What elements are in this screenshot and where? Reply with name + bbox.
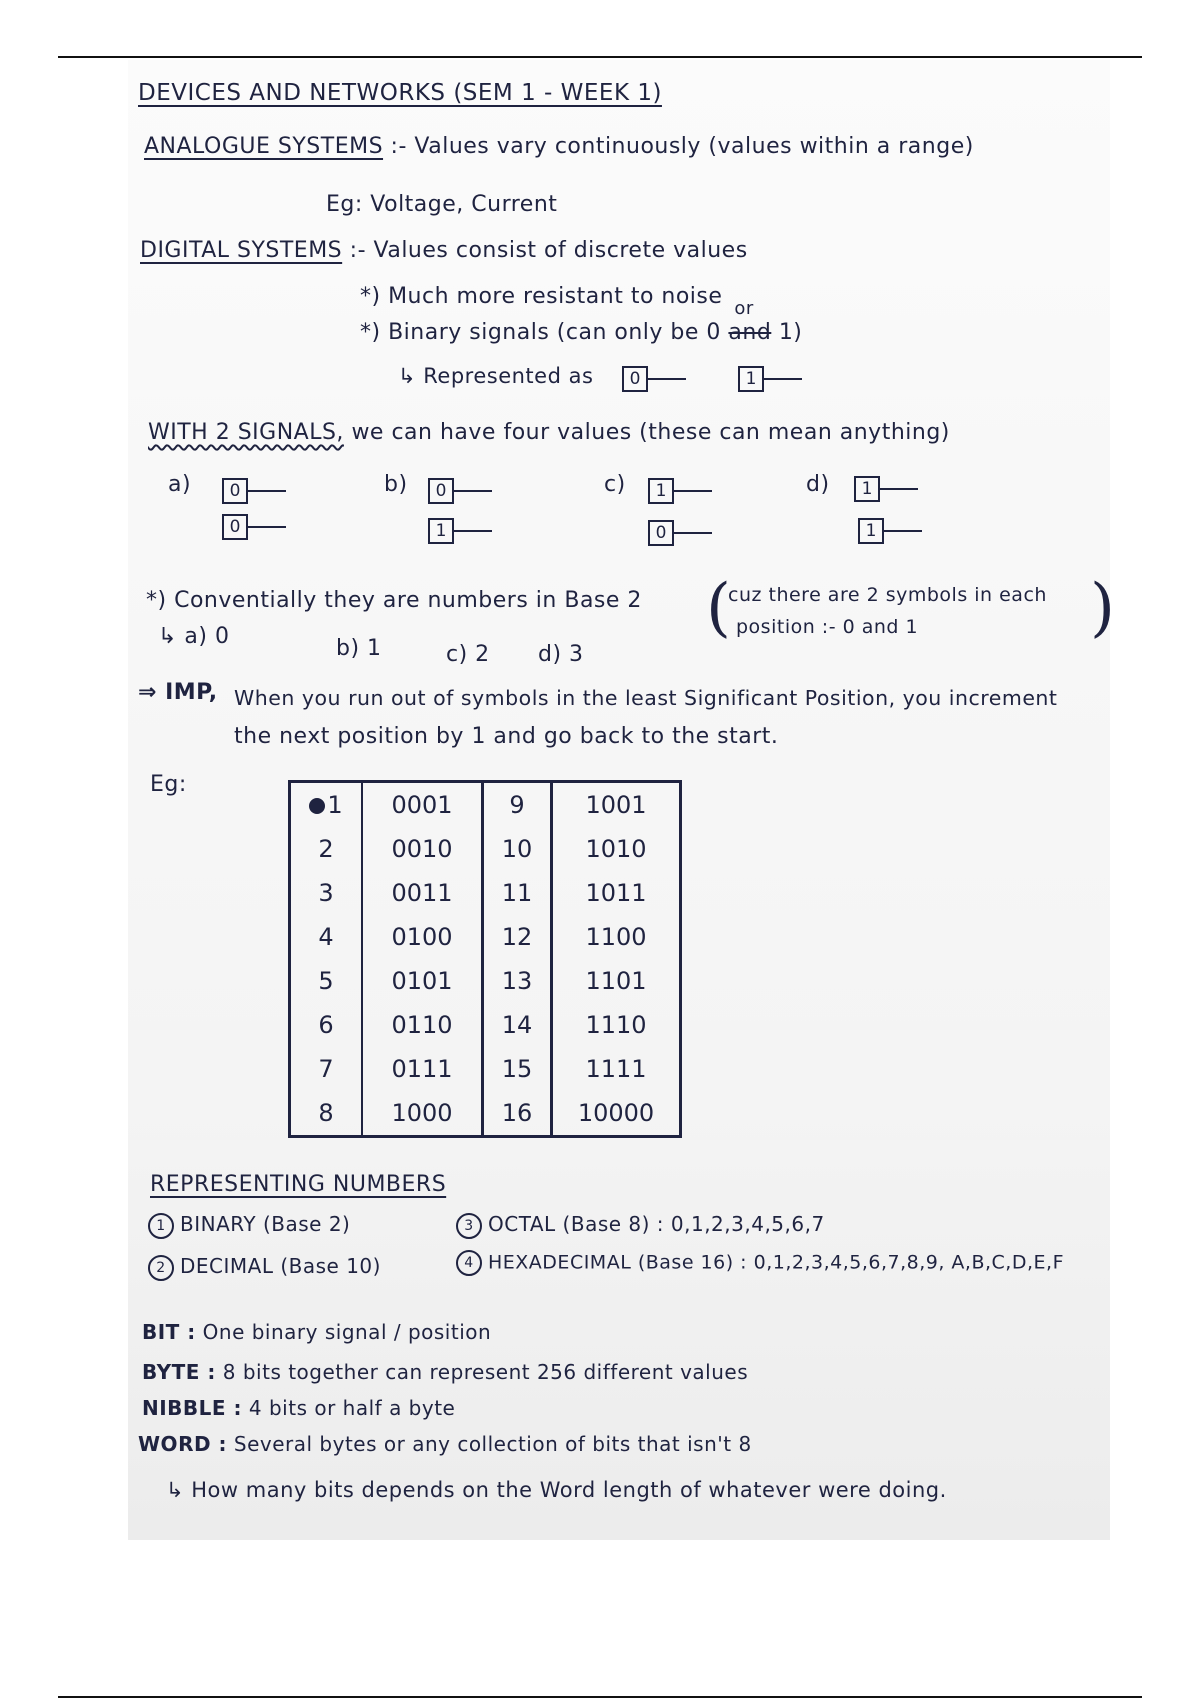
- digital-section: [140, 238, 748, 263]
- option-bottom-signal: [648, 520, 712, 546]
- decimal-cell: 12: [483, 915, 552, 959]
- definition-text: Several bytes or any collection of bits that isn't 8: [233, 1432, 752, 1456]
- option-top-signal: [854, 476, 918, 502]
- signal-one: [738, 366, 802, 392]
- digital-heading: DIGITAL SYSTEMS: [140, 238, 343, 263]
- page-title: DEVICES AND NETWORKS (SEM 1 - WEEK 1): [138, 80, 662, 106]
- decimal-cell: 16: [483, 1091, 552, 1137]
- representing-text: BINARY (Base 2): [180, 1212, 351, 1236]
- binary-signals-end: 1): [778, 320, 803, 345]
- decimal-cell: 8: [290, 1091, 363, 1137]
- option-bottom-signal: [428, 518, 492, 544]
- signal-line: [248, 526, 286, 528]
- digital-point-binary: [360, 298, 803, 345]
- signal-line: [454, 490, 492, 492]
- bottom-rule: [58, 1696, 1142, 1698]
- signal-zero: [622, 366, 686, 392]
- table-row: [290, 827, 681, 871]
- binary-cell: 0010: [362, 827, 483, 871]
- bullet-dot: [309, 798, 325, 814]
- binary-cell: 1001: [585, 791, 647, 819]
- signal-line: [454, 530, 492, 532]
- definition-term: BIT :: [142, 1320, 196, 1344]
- imp-line2: the next position by 1 and go back to the start.: [234, 724, 779, 749]
- analogue-example: Eg: Voltage, Current: [326, 192, 558, 217]
- binary-cell: 1011: [585, 879, 647, 907]
- definition-word: [138, 1432, 752, 1456]
- analogue-heading: ANALOGUE SYSTEMS: [144, 134, 384, 159]
- table-row: [290, 782, 681, 828]
- represented-as-text: ↳ Represented as: [398, 364, 594, 388]
- binary-cell: 1100: [585, 923, 647, 951]
- binary-cell: 1110: [585, 1011, 647, 1039]
- decimal-cell: [290, 782, 363, 828]
- representing-text: HEXADECIMAL (Base 16) : 0,1,2,3,4,5,6,7,8,9, A,B,C,D,E,F: [488, 1251, 1064, 1274]
- binary-cell: 1000: [362, 1091, 483, 1137]
- analogue-text: :- Values vary continuously (values within a range): [390, 134, 974, 159]
- table-row: [290, 915, 681, 959]
- binary-cell: 0011: [362, 871, 483, 915]
- option-bottom-signal: [222, 514, 286, 540]
- table-row: [290, 871, 681, 915]
- representing-item-decimal: [148, 1254, 381, 1281]
- definition-byte: [142, 1360, 748, 1384]
- option-top-signal: [648, 478, 712, 504]
- conventional-note-line2: position :- 0 and 1: [736, 616, 919, 638]
- definition-term: NIBBLE :: [142, 1396, 243, 1420]
- number-circle: 1: [148, 1213, 174, 1239]
- decimal-cell: 10: [483, 827, 552, 871]
- two-signals-heading: WITH 2 SIGNALS,: [148, 420, 344, 445]
- signal-box: 0: [622, 366, 648, 392]
- signal-box: 1: [648, 478, 674, 504]
- option-label: d): [806, 472, 830, 497]
- binary-cell: 0110: [362, 1003, 483, 1047]
- conventional-value-c: c) 2: [446, 642, 490, 667]
- imp-line1: When you run out of symbols in the least Significant Position, you increment: [234, 686, 1058, 710]
- signal-line: [884, 530, 922, 532]
- signal-box: 1: [428, 518, 454, 544]
- decimal-cell: 4: [290, 915, 363, 959]
- or-and-text: [728, 298, 772, 345]
- signal-box: 1: [854, 476, 880, 502]
- conventional-value-d: d) 3: [538, 642, 584, 667]
- binary-cell: 0101: [362, 959, 483, 1003]
- definition-bit: [142, 1320, 491, 1344]
- table-row: [290, 959, 681, 1003]
- top-rule: [58, 56, 1142, 58]
- option-bottom-signal: [858, 518, 922, 544]
- table-row: [290, 1003, 681, 1047]
- signal-box: 1: [738, 366, 764, 392]
- representing-item-binary: [148, 1212, 350, 1239]
- table-row: [290, 1091, 681, 1137]
- definition-term: WORD :: [138, 1432, 228, 1456]
- representing-text: OCTAL (Base 8) : 0,1,2,3,4,5,6,7: [488, 1212, 825, 1236]
- decimal-cell: 7: [290, 1047, 363, 1091]
- example-label: Eg:: [150, 772, 187, 797]
- and-struck: and: [728, 320, 772, 345]
- option-label: b): [384, 472, 408, 497]
- binary-cell: 0001: [362, 782, 483, 828]
- option-top-signal: [222, 478, 286, 504]
- table-row: [290, 1047, 681, 1091]
- definition-text: 8 bits together can represent 256 different values: [222, 1360, 749, 1384]
- word-length-note: ↳ How many bits depends on the Word length of whatever were doing.: [166, 1478, 947, 1502]
- digital-point-noise: *) Much more resistant to noise: [360, 284, 723, 309]
- binary-cell: 1010: [585, 835, 647, 863]
- signal-line: [674, 532, 712, 534]
- note-open-brace: (: [706, 571, 731, 645]
- signal-line: [648, 378, 686, 380]
- conventional-value-b: b) 1: [336, 636, 382, 661]
- decimal-cell: 13: [483, 959, 552, 1003]
- decimal-cell: 15: [483, 1047, 552, 1091]
- decimal-cell: 14: [483, 1003, 552, 1047]
- two-signals-text: we can have four values (these can mean anything): [351, 420, 950, 445]
- conventional-note-line1: cuz there are 2 symbols in each: [728, 584, 1047, 606]
- note-close-brace: ): [1090, 571, 1115, 645]
- binary-cell: 1101: [585, 967, 647, 995]
- signal-line: [674, 490, 712, 492]
- signal-box: 0: [222, 514, 248, 540]
- number-circle: 2: [148, 1255, 174, 1281]
- conventional-text: *) Conventially they are numbers in Base 2: [146, 588, 642, 613]
- analogue-section: [144, 134, 974, 159]
- decimal-value: 1: [327, 791, 343, 819]
- definition-text: 4 bits or half a byte: [248, 1396, 456, 1420]
- signal-box: 1: [858, 518, 884, 544]
- option-label: a): [168, 472, 192, 497]
- representing-item-hexadecimal: [456, 1250, 1064, 1276]
- decimal-cell: 11: [483, 871, 552, 915]
- binary-signals-text: *) Binary signals (can only be 0: [360, 320, 721, 345]
- conventional-value-a: ↳ a) 0: [158, 624, 230, 649]
- imp-label: ⇒ IMP,: [138, 680, 218, 705]
- decimal-cell: 6: [290, 1003, 363, 1047]
- two-signals-section: [148, 420, 950, 445]
- representing-text: DECIMAL (Base 10): [180, 1254, 381, 1278]
- definition-nibble: [142, 1396, 455, 1420]
- decimal-cell: 5: [290, 959, 363, 1003]
- binary-cell: 0111: [362, 1047, 483, 1091]
- option-label: c): [604, 472, 626, 497]
- binary-cell: 1111: [585, 1055, 647, 1083]
- signal-line: [764, 378, 802, 380]
- definition-text: One binary signal / position: [202, 1320, 492, 1344]
- signal-line: [248, 490, 286, 492]
- definition-term: BYTE :: [142, 1360, 216, 1384]
- binary-counting-table: [288, 780, 682, 1138]
- or-annotation: or: [734, 298, 754, 319]
- signal-box: 0: [222, 478, 248, 504]
- decimal-cell: 3: [290, 871, 363, 915]
- signal-box: 0: [648, 520, 674, 546]
- option-top-signal: [428, 478, 492, 504]
- representing-heading: REPRESENTING NUMBERS: [150, 1172, 447, 1197]
- digital-text: :- Values consist of discrete values: [349, 238, 748, 263]
- number-circle: 3: [456, 1213, 482, 1239]
- signal-box: 0: [428, 478, 454, 504]
- number-circle: 4: [456, 1250, 482, 1276]
- signal-line: [880, 488, 918, 490]
- binary-cell: 0100: [362, 915, 483, 959]
- representing-item-octal: [456, 1212, 825, 1239]
- decimal-cell: 9: [483, 782, 552, 828]
- decimal-cell: 2: [290, 827, 363, 871]
- binary-cell: 10000: [577, 1099, 655, 1127]
